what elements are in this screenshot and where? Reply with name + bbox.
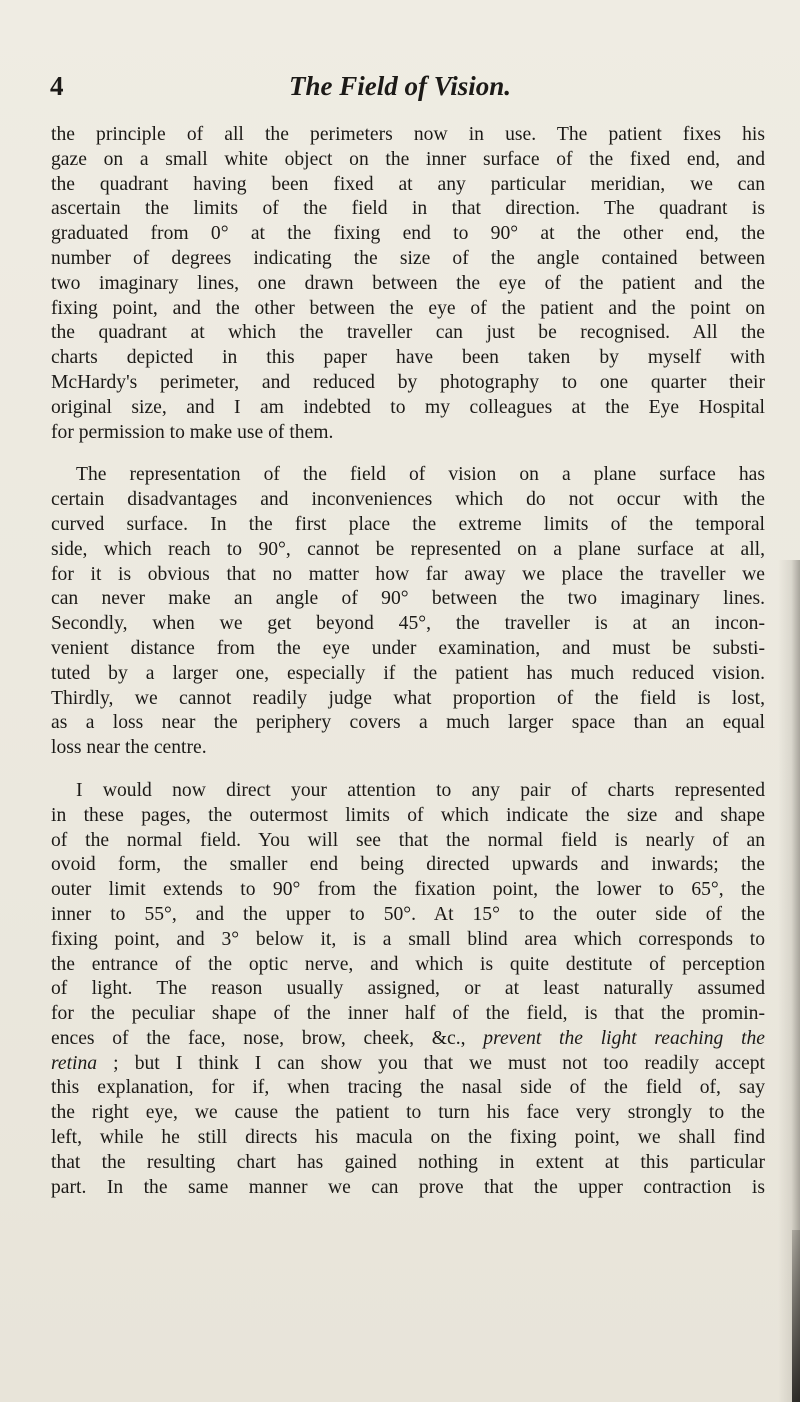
text-line: fixing point, and 3° below it, is a small blind area which corresponds to	[51, 928, 765, 950]
paragraph-2	[51, 463, 765, 761]
text-line: can never make an angle of 90° between the two imaginary lines.	[51, 588, 765, 610]
text-line: original size, and I am indebted to my colleagues at the Eye Hospital	[51, 396, 765, 418]
text-line: the entrance of the optic nerve, and which is quite destitute of perception	[51, 953, 765, 975]
text-line: for it is obvious that no matter how far away we place the traveller we	[51, 563, 765, 585]
text-line: ovoid form, the smaller end being directed upwards and inwards; the	[51, 854, 765, 876]
text-line: The representation of the field of vision on a plane surface has	[76, 464, 765, 486]
text-line: the principle of all the perimeters now in use. The patient fixes his	[51, 124, 765, 145]
text-line: number of degrees indicating the size of the angle contained between	[51, 247, 765, 269]
text-line: in these pages, the outermost limits of which indicate the size and shape	[51, 804, 765, 826]
text-line: the quadrant having been fixed at any particular meridian, we can	[51, 173, 765, 195]
running-head	[0, 66, 800, 106]
text-line: the right eye, we cause the patient to turn his face very strongly to the	[51, 1102, 765, 1124]
text-line: ascertain the limits of the field in that direction. The quadrant is	[51, 198, 765, 220]
text-line: I would now direct your attention to any pair of charts represented	[76, 779, 765, 801]
page-number: 4	[50, 71, 64, 101]
text-line: of the normal field. You will see that the normal field is nearly of an	[51, 829, 765, 851]
text-line: part. In the same manner we can prove that the upper contraction is	[51, 1176, 765, 1198]
text-line: that the resulting chart has gained nothing in extent at this particular	[51, 1151, 765, 1173]
paragraph-1	[51, 123, 765, 445]
body-text	[51, 123, 765, 1200]
text-line: loss near the centre.	[51, 737, 207, 759]
text-line: gaze on a small white object on the inner surface of the fixed end, and	[51, 148, 765, 170]
page-edge-dark	[792, 1230, 800, 1402]
page-title: The Field of Vision.	[288, 71, 512, 101]
text-line: for permission to make use of them.	[51, 421, 334, 443]
text-line: curved surface. In the first place the extreme limits of the temporal	[51, 513, 765, 535]
text-line: the quadrant at which the traveller can just be recognised. All the	[51, 322, 765, 344]
text-line: charts depicted in this paper have been taken by myself with	[51, 347, 765, 369]
text-line: for the peculiar shape of the inner half of the field, is that the promin-	[51, 1003, 765, 1025]
text-line: left, while he still directs his macula on the fixing point, we shall find	[51, 1127, 765, 1149]
text-line: retina ; but I think I can show you that we must not too readily accept	[51, 1052, 765, 1074]
text-line: tuted by a larger one, especially if the patient has much reduced vision.	[51, 662, 765, 684]
paragraph-3	[51, 779, 765, 1201]
text-line: graduated from 0° at the fixing end to 90° at the other end, the	[51, 223, 765, 245]
text-line: side, which reach to 90°, cannot be represented on a plane surface at all,	[51, 538, 765, 560]
text-line: two imaginary lines, one drawn between the eye of the patient and the	[51, 272, 765, 294]
text-line: fixing point, and the other between the eye of the patient and the point on	[51, 297, 765, 319]
text-line: Thirdly, we cannot readily judge what proportion of the field is lost,	[51, 687, 765, 709]
text-line: McHardy's perimeter, and reduced by photography to one quarter their	[51, 371, 765, 393]
text-line: inner to 55°, and the upper to 50°. At 15° to the outer side of the	[51, 903, 765, 925]
text-line: Secondly, when we get beyond 45°, the traveller is at an incon-	[51, 613, 765, 635]
text-line: certain disadvantages and inconveniences which do not occur with the	[51, 489, 765, 511]
text-line: ences of the face, nose, brow, cheek, &c., prevent the light reaching the	[51, 1027, 766, 1049]
text-line: as a loss near the periphery covers a much larger space than an equal	[51, 712, 765, 734]
text-line: this explanation, for if, when tracing the nasal side of the field of, say	[51, 1077, 765, 1099]
text-line: outer limit extends to 90° from the fixation point, the lower to 65°, the	[51, 879, 765, 901]
text-line: of light. The reason usually assigned, or at least naturally assumed	[51, 978, 765, 1000]
text-line: venient distance from the eye under examination, and must be substi-	[51, 637, 765, 659]
